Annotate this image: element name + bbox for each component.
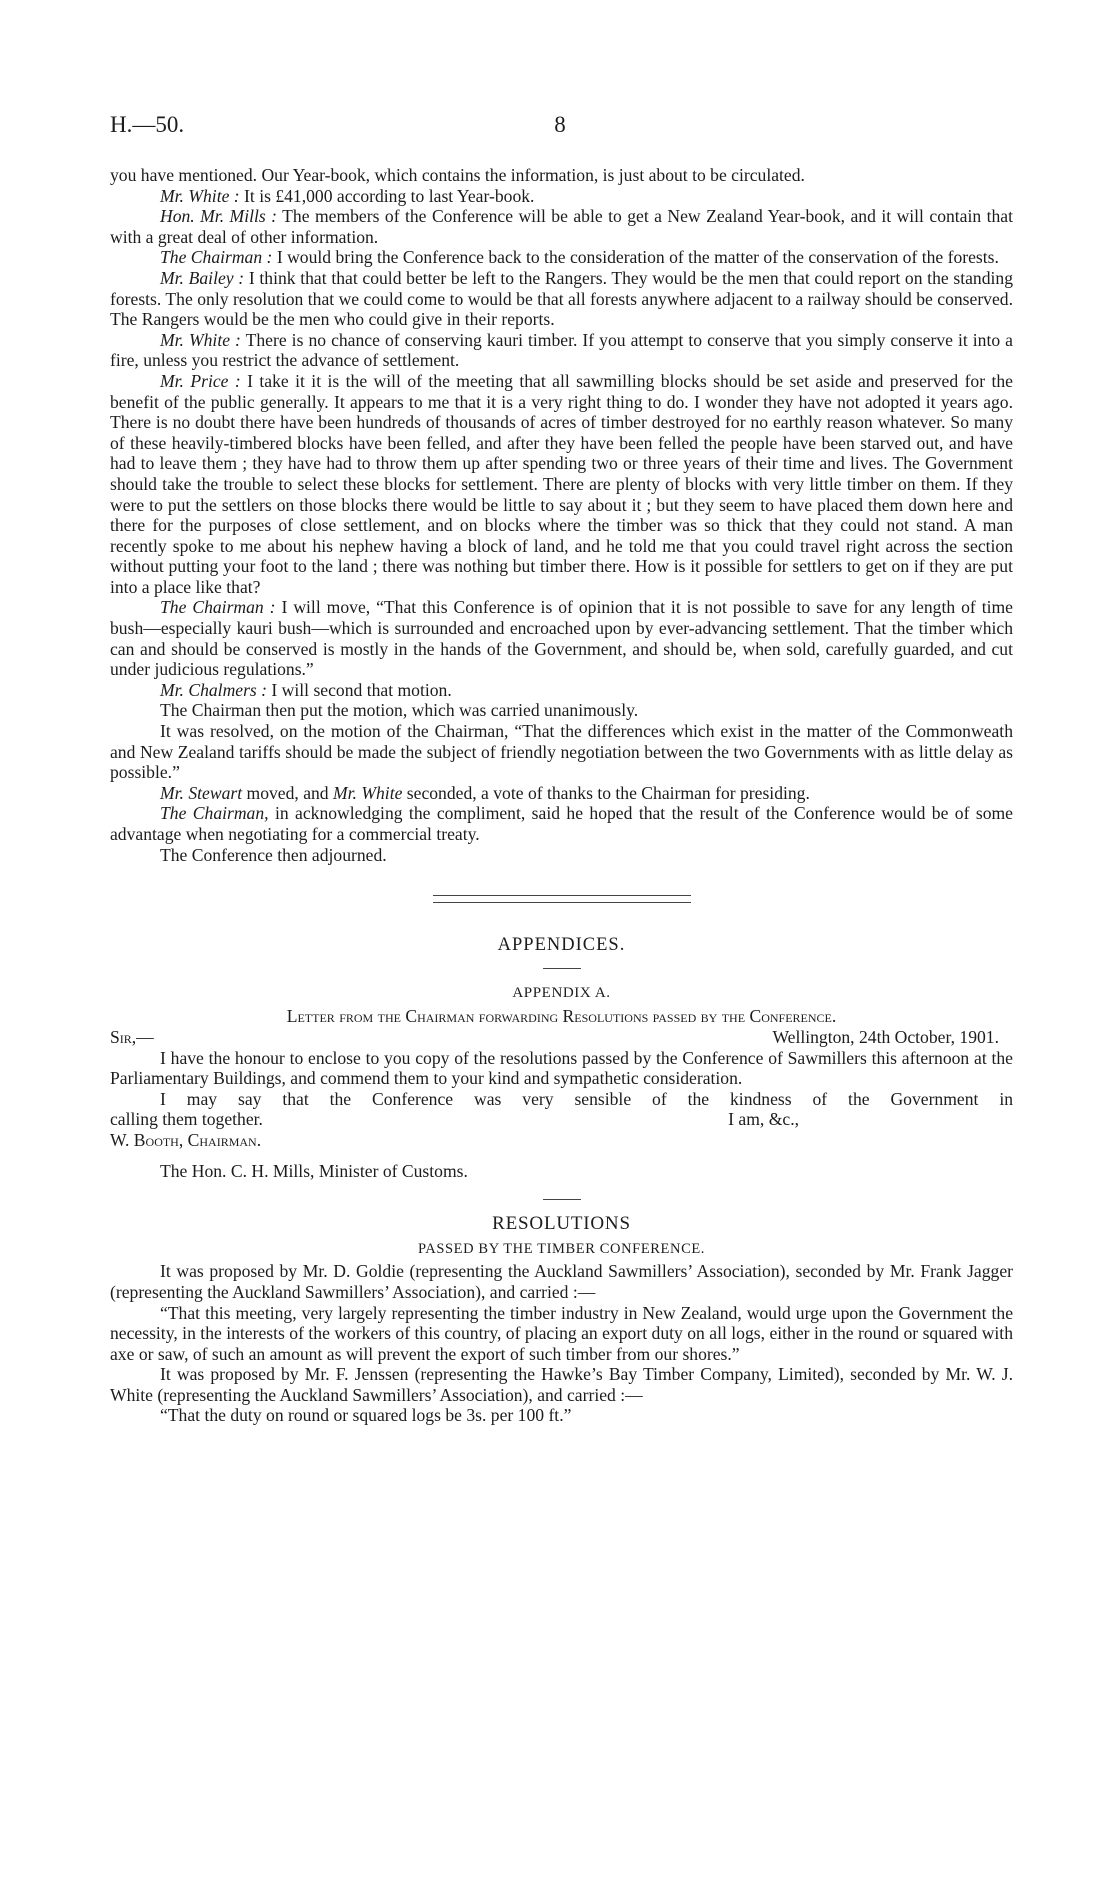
speaker-name: Mr. Stewart (160, 782, 243, 803)
speaker-name: Mr. White (333, 782, 403, 803)
discussion-paragraph: Mr. White : There is no chance of conserving kauri timber. If you attempt to conserve that you simply conserve it into a fire, unless you restrict the advance of settlement. (110, 329, 1013, 371)
signature: W. Booth, Chairman. (110, 1129, 262, 1150)
resolution-paragraph: “That this meeting, very largely representing the timber industry in New Zealand, would urge upon the Government the necessity, in the interests of the workers of this country, of placing an export duty on all logs, either in the round or squared with axe or saw, of such an amount as will prevent the export of such timber from our shores.” (110, 1302, 1013, 1364)
resolution-paragraph: “That the duty on round or squared logs be 3s. per 100 ft.” (160, 1405, 572, 1426)
resolution-paragraph: It was proposed by Mr. D. Goldie (representing the Auckland Sawmillers’ Association), seconded by Mr. Frank Jagger (representing the Auckland Sawmillers’ Association), and carried :— (110, 1261, 1013, 1302)
resolutions-heading: RESOLUTIONS (492, 1213, 631, 1235)
letter-body: I have the honour to enclose to you copy of the resolutions passed by the Conference of Sawmillers this afternoon at the Parliamentary Buildings, and commend them to your kind and sympathetic consideration. (110, 1047, 1013, 1089)
discussion-paragraph: The Chairman : I would bring the Conference back to the consideration of the matter of the conservation of the forests. (160, 247, 999, 268)
letter-closing-row (110, 1109, 1013, 1130)
discussion-paragraph: The Chairman then put the motion, which was carried unanimously. (160, 700, 639, 721)
discussion-paragraph: The Chairman : I will move, “That this Conference is of opinion that it is not possible to save for any length of time bush—especially kauri bush—which is surrounded and encroached upon by ever-advancing settlement. That the timber which can and should be conserved is mostly in the hands of the Government, and should be, when sold, carefully guarded, and cut under judicious regulations.” (110, 597, 1013, 680)
speaker-name: Mr. White : (160, 185, 240, 206)
salutation: Sir,— (110, 1026, 154, 1047)
page-header (110, 112, 1010, 142)
discussion-paragraph: Mr. Price : I take it it is the will of the meeting that all sawmilling blocks should be set aside and preserved for the benefit of the public generally. It appears to me that it is a very right thing to do. I wonder they have not adopted it years ago. There is no doubt there have been hundreds of thousands of acres of timber destroyed for no earthly reason whatever. So many of these heavily-timbered blocks have been felled, and after they have been felled the people have been starved out, and have had to leave them ; they have had to throw them up after spending two or three years of their time and lives. The Government should take the trouble to select these blocks for settlement. There are plenty of blocks with very little timber on them. If they were to put the settlers on those blocks there would be little to say about it ; but they seem to have placed them down here and there for the purposes of close settlement, and on blocks where the timber was so thick that they could not stand. A man recently spoke to me about his nephew having a block of land, and he told me that you could travel right across the section without putting your foot to the land ; there was nothing but timber there. How is it possible for settlers to get on if they are put into a place like that? (110, 370, 1013, 597)
letter-title: Letter from the Chairman forwarding Resolutions passed by the Conference. (286, 1006, 837, 1027)
thanks-paragraph: The Chairman, in acknowledging the compliment, said he hoped that the result of the Conference would be of some advantage when negotiating for a commercial treaty. (110, 803, 1013, 844)
letter-body-end: calling them together. (110, 1109, 263, 1130)
discussion-paragraph: It was resolved, on the motion of the Chairman, “That the differences which exist in the matter of the Commonweath and New Zealand tariffs should be made the subject of friendly negotiation between the two Governments with as little delay as possible.” (110, 721, 1013, 783)
discussion-paragraph: Mr. White : It is £41,000 according to last Year-book. (160, 185, 535, 206)
resolutions-subheading: PASSED BY THE TIMBER CONFERENCE. (417, 1240, 706, 1257)
speaker-name: The Chairman, (160, 803, 269, 824)
short-divider (543, 1199, 581, 1200)
resolution-paragraph: It was proposed by Mr. F. Jenssen (representing the Hawke’s Bay Timber Company, Limited), seconded by Mr. W. J. White (representing the Auckland Sawmillers’ Association), and carried :— (110, 1364, 1013, 1405)
page-content (110, 165, 1013, 1426)
speaker-name: Mr. Price : (160, 370, 241, 391)
speaker-name: Hon. Mr. Mills : (160, 206, 278, 227)
speaker-name: Mr. White : (160, 329, 241, 350)
document-reference: H.—50. (110, 112, 185, 137)
discussion-paragraph: you have mentioned. Our Year-book, which contains the information, is just about to be circulated. (110, 165, 805, 185)
letter-salutation-row (110, 1027, 1013, 1048)
discussion-paragraph: Mr. Bailey : I think that that could better be left to the Rangers. They would be the men that could report on the standing forests. The only resolution that we could come to would be that all forests anywhere adjacent to a railway should be conserved. The Rangers would be the men who could give in their reports. (110, 267, 1013, 330)
appendix-a-heading: APPENDIX A. (512, 984, 611, 1001)
section-divider (110, 865, 1013, 935)
discussion-paragraph: Mr. Chalmers : I will second that motion. (160, 679, 452, 700)
appendices-heading: APPENDICES. (497, 935, 626, 956)
letter-body: I may say that the Conference was very sensible of the kindness of the Government in (160, 1088, 1013, 1109)
closing: I am, &c., (728, 1109, 799, 1130)
adjourned-paragraph: The Conference then adjourned. (160, 844, 387, 865)
speaker-name: The Chairman : (160, 247, 273, 268)
speaker-name: Mr. Chalmers : (160, 679, 268, 700)
place-date: Wellington, 24th October, 1901. (772, 1026, 999, 1047)
speaker-name: The Chairman : (160, 597, 276, 618)
page-number: 8 (554, 112, 566, 137)
discussion-paragraph: Hon. Mr. Mills : The members of the Conference will be able to get a New Zealand Year-book, and it will contain that with a great deal of other information. (110, 206, 1014, 247)
speaker-name: Mr. Bailey : (160, 267, 245, 288)
short-divider (543, 968, 581, 969)
thanks-paragraph: Mr. Stewart moved, and Mr. White seconded, a vote of thanks to the Chairman for presiding. (160, 782, 810, 803)
addressee: The Hon. C. H. Mills, Minister of Customs. (160, 1160, 468, 1181)
